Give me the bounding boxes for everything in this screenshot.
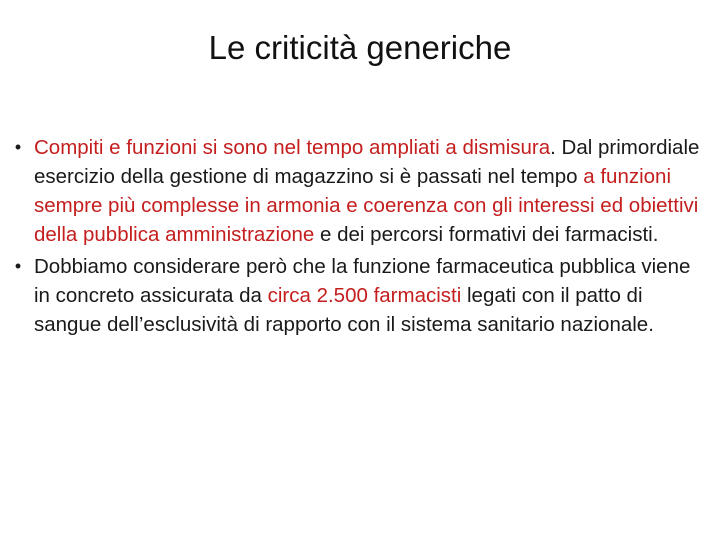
bullet-text-segment: a funzioni sempre più complesse in armonia e coerenza con gli interessi ed obiettivi della pubblica amministrazione <box>34 165 699 246</box>
bullet-item <box>8 133 708 249</box>
bullet-text-segment: circa 2.500 farmacisti <box>267 284 462 307</box>
bullet-dot-icon: • <box>14 256 22 276</box>
bullet-text-segment: e dei percorsi formativi dei farmacisti. <box>314 223 659 246</box>
bullet-text-segment: . Dal primordiale esercizio della gestione di magazzino si è passati nel tempo <box>34 136 700 188</box>
slide-title: Le criticità generiche <box>208 29 512 66</box>
bullet-list <box>8 133 708 342</box>
bullet-dot-icon: • <box>14 137 22 157</box>
bullet-text-segment: legati con il patto di sangue dell’esclusività di rapporto con il sistema sanitario nazionale. <box>34 284 654 336</box>
bullet-item <box>8 252 708 339</box>
bullet-text-segment: Dobbiamo considerare però che la funzione farmaceutica pubblica viene in concreto assicurata da <box>34 255 691 307</box>
bullet-text-segment: Compiti e funzioni si sono nel tempo ampliati a dismisura <box>34 136 551 159</box>
